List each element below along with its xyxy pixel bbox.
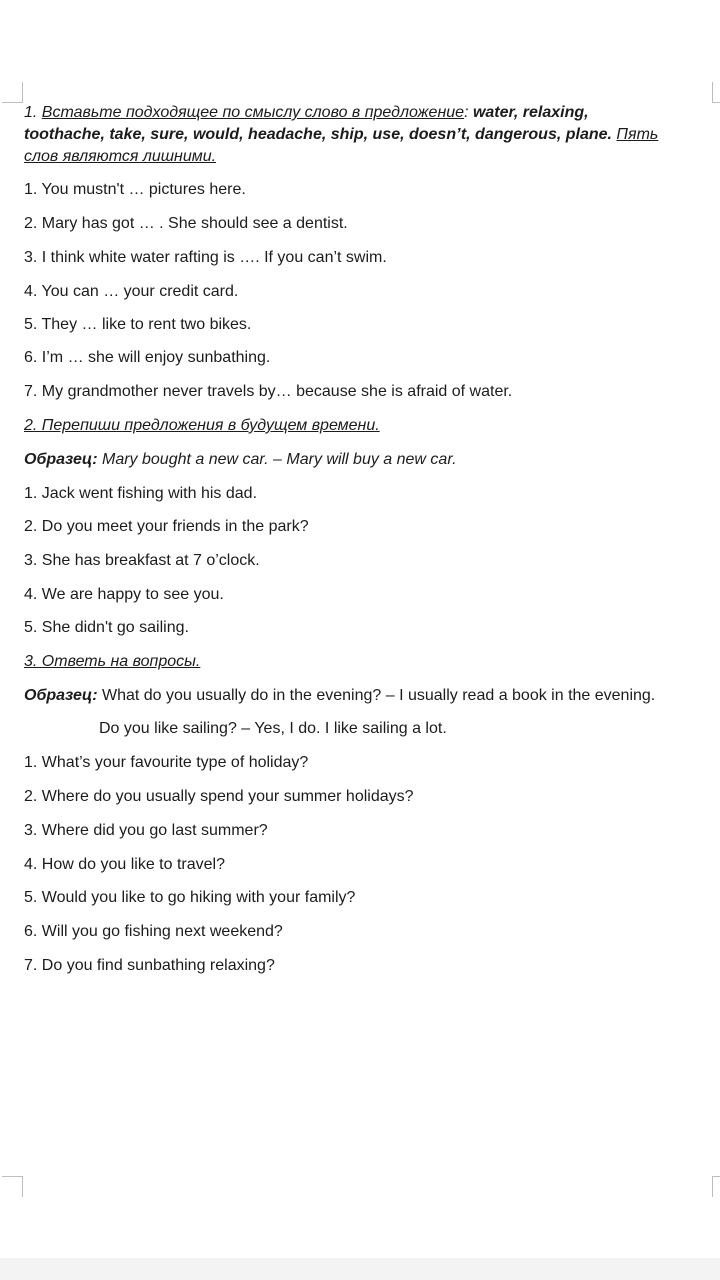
task2-item: 3. She has breakfast at 7 o’clock. — [24, 552, 260, 569]
task3-item: 7. Do you find sunbathing relaxing? — [24, 957, 275, 974]
task1-item: 1. You mustn't … pictures here. — [24, 181, 246, 198]
corner-mark-bottom-left — [2, 1176, 23, 1197]
task1-item: 7. My grandmother never travels by… because she is afraid of water. — [24, 383, 513, 400]
task1-item: 6. I’m … she will enjoy sunbathing. — [24, 349, 271, 366]
task2-sample-label: Образец: — [24, 451, 98, 468]
task3-sample-second-line: Do you like sailing? – Yes, I do. I like sailing a lot. — [99, 720, 447, 737]
task3-item: 2. Where do you usually spend your summer holidays? — [24, 788, 414, 805]
task1-note-part2: слов являются лишними. — [24, 148, 217, 165]
task2-sample-text: Mary bought a new car. – Mary will buy a new car. — [97, 451, 457, 468]
task3-item: 5. Would you like to go hiking with your family? — [24, 889, 356, 906]
task1-word-list-part1: water, relaxing, — [468, 104, 589, 121]
task1-number: 1. — [24, 104, 42, 121]
task3-heading: 3. Ответь на вопросы. — [24, 653, 201, 670]
task1-note-part1: Пять — [616, 126, 659, 143]
task3-sample-text: What do you usually do in the evening? – I usually read a book in the evening. — [97, 687, 656, 704]
task2-sample — [24, 450, 457, 470]
task2-item: 5. She didn't go sailing. — [24, 619, 189, 636]
task2-item: 1. Jack went fishing with his dad. — [24, 485, 258, 502]
task1-instruction-line1 — [24, 103, 589, 123]
task1-instruction: Вставьте подходящее по смыслу слово в предложение — [41, 104, 465, 121]
task1-instruction-line3 — [24, 147, 216, 167]
corner-mark-top-right — [712, 82, 720, 103]
task3-sample — [24, 686, 655, 706]
corner-mark-top-left — [2, 82, 23, 103]
task1-word-list-part2: toothache, take, sure, would, headache, ship, use, doesn’t, dangerous, plane. — [24, 126, 612, 143]
task1-colon: : — [464, 104, 469, 121]
task3-item: 3. Where did you go last summer? — [24, 822, 268, 839]
bottom-bar — [0, 1258, 720, 1280]
task1-item: 5. They … like to rent two bikes. — [24, 316, 252, 333]
task2-heading: 2. Перепиши предложения в будущем времени. — [24, 417, 380, 434]
task3-item: 4. How do you like to travel? — [24, 856, 225, 873]
corner-mark-bottom-right — [712, 1176, 720, 1197]
task1-item: 3. I think white water rafting is …. If you can’t swim. — [24, 249, 387, 266]
task3-sample-label: Образец: — [24, 687, 98, 704]
task1-item: 4. You can … your credit card. — [24, 283, 239, 300]
task2-item: 2. Do you meet your friends in the park? — [24, 518, 309, 535]
task3-item: 6. Will you go fishing next weekend? — [24, 923, 283, 940]
task3-item: 1. What’s your favourite type of holiday? — [24, 754, 309, 771]
task1-instruction-line2 — [24, 125, 658, 145]
task1-item: 2. Mary has got … . She should see a dentist. — [24, 215, 348, 232]
task2-item: 4. We are happy to see you. — [24, 586, 224, 603]
